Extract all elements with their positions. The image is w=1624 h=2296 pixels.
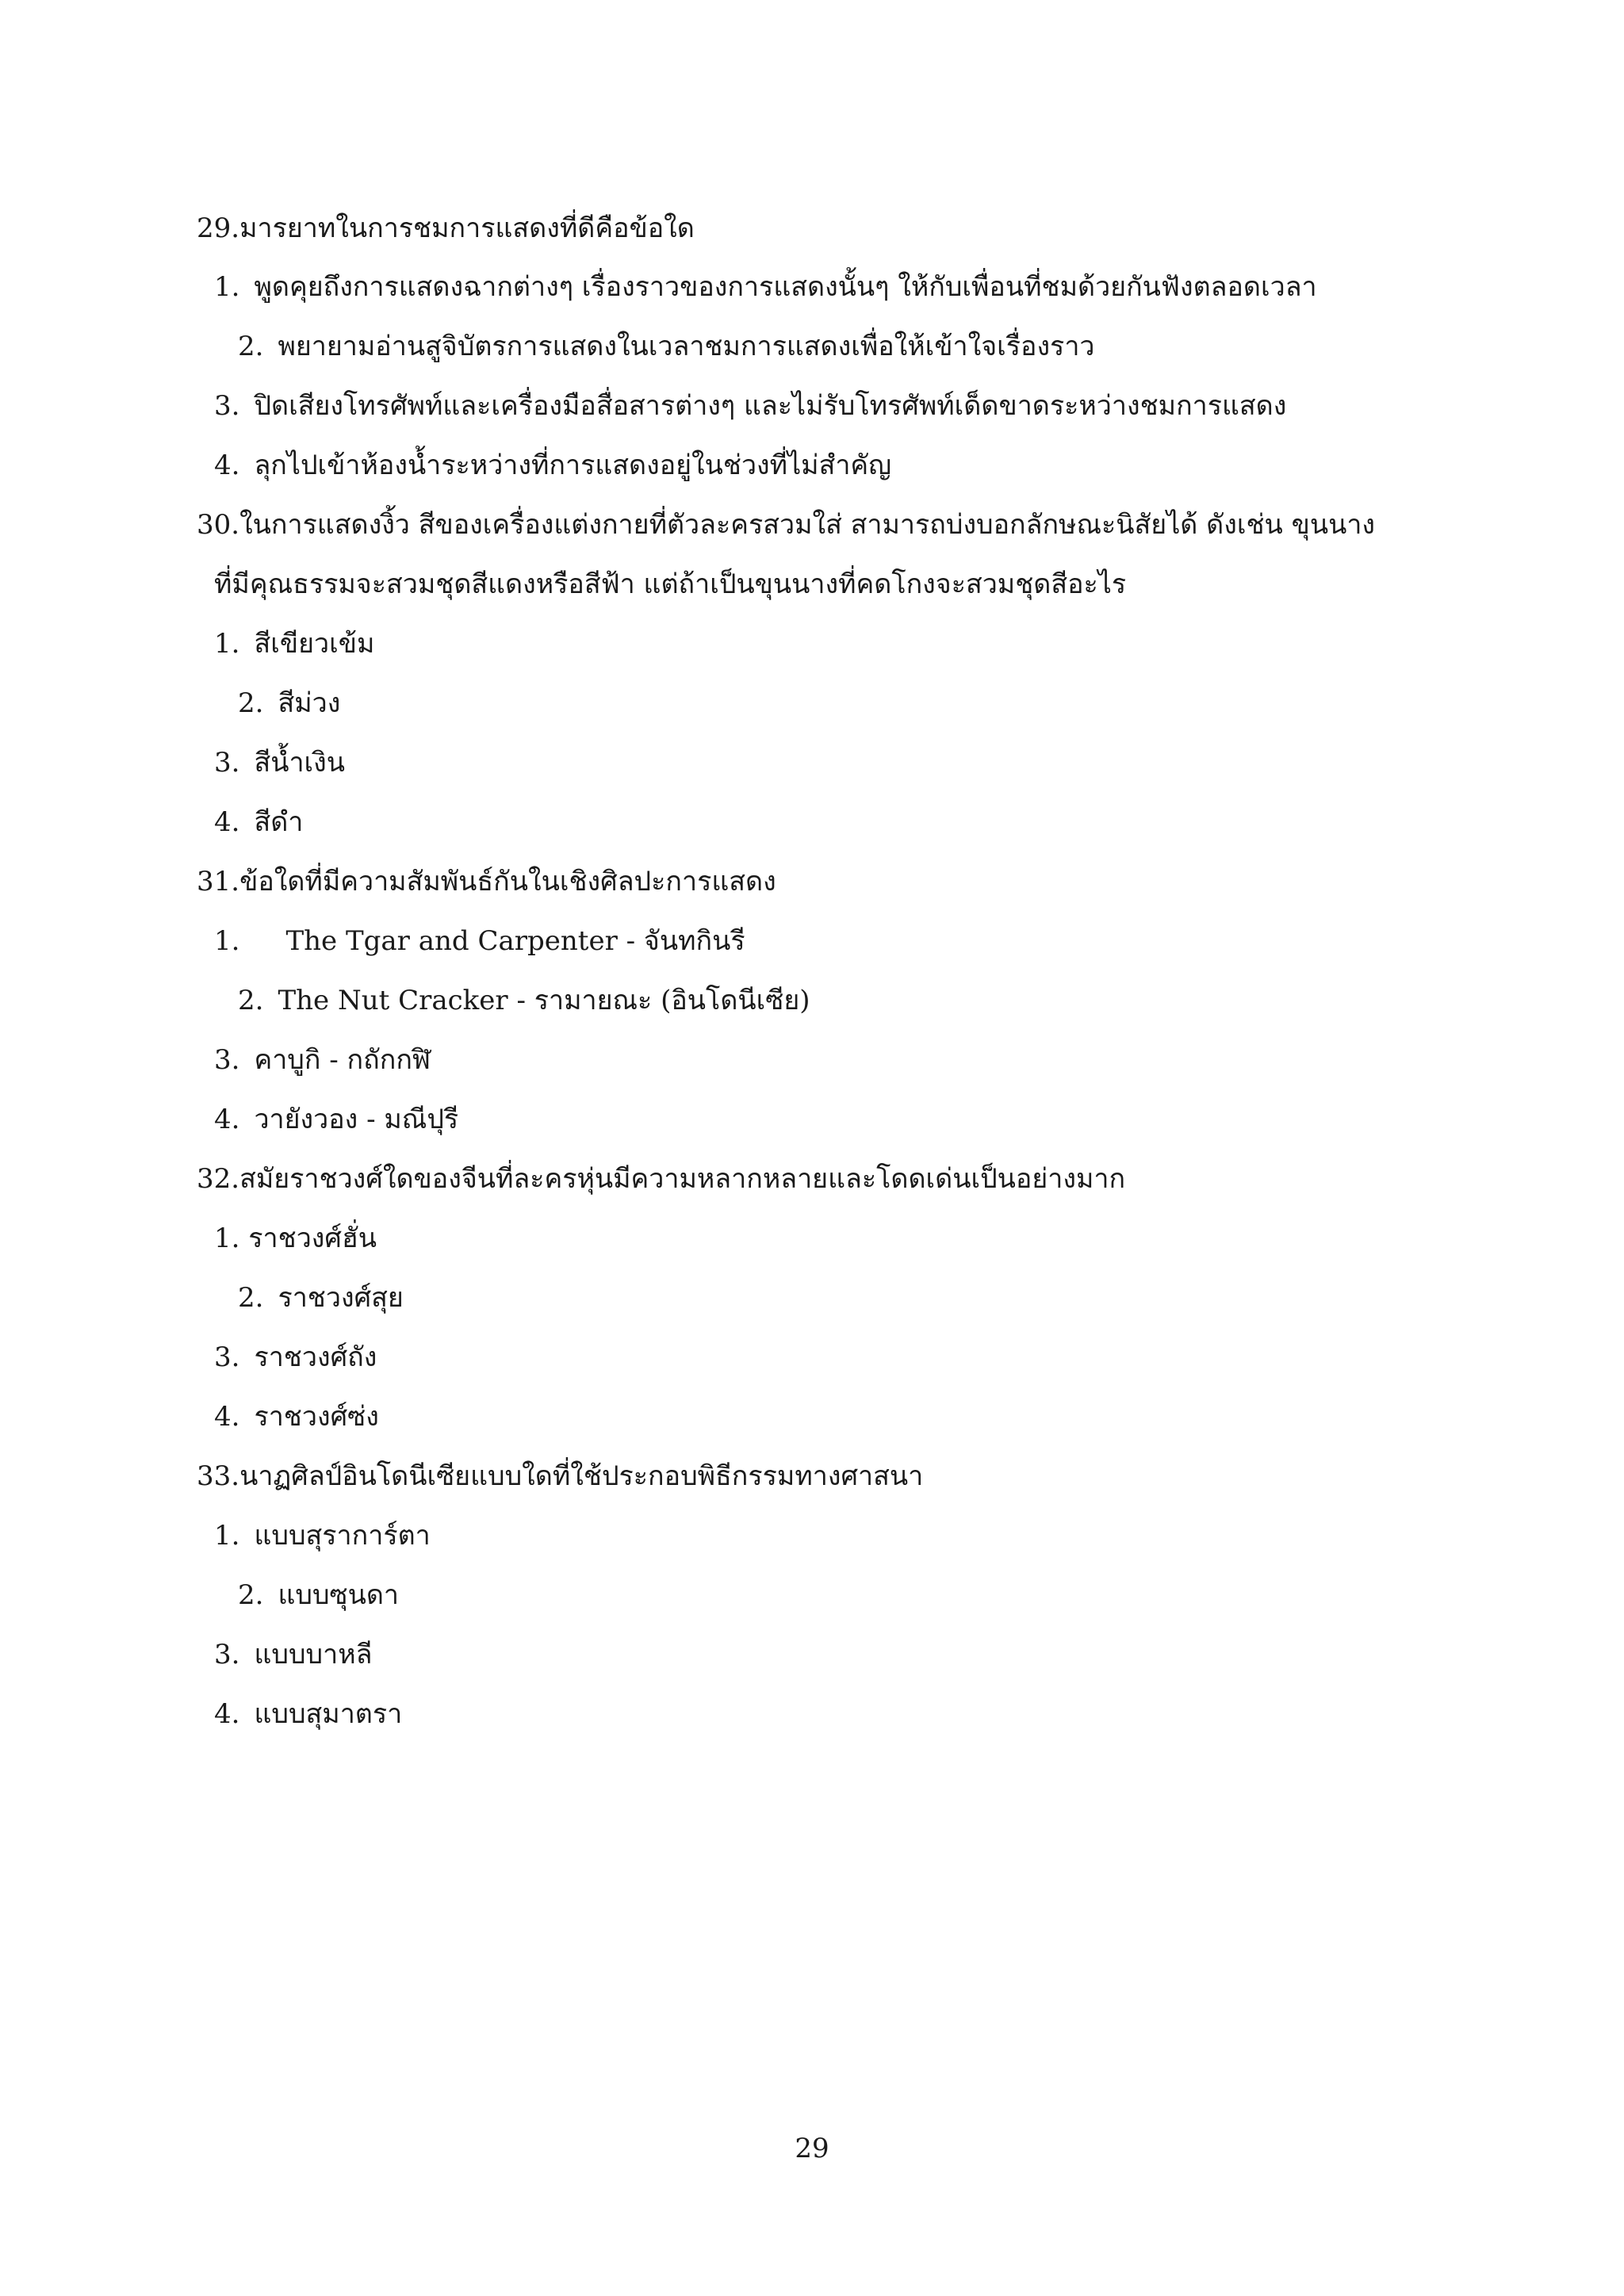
option-number: 3. (214, 390, 240, 422)
option-29-3 (214, 388, 1286, 423)
option-number: 2. (238, 985, 264, 1016)
option-number: 1. (214, 925, 240, 957)
option-number: 4. (214, 806, 240, 838)
option-number: 3. (214, 1639, 240, 1670)
option-text: แบบสุมาตรา (254, 1698, 403, 1730)
option-number: 1. (214, 1520, 240, 1552)
question-30 (197, 507, 1375, 542)
option-text: ราชวงศ์สุย (278, 1282, 404, 1314)
question-text: นาฏศิลป์อินโดนีเซียแบบใดที่ใช้ประกอบพิธีกรรมทางศาสนา (239, 1460, 924, 1492)
option-number: 2. (238, 331, 264, 362)
option-29-2 (238, 329, 1095, 364)
question-number: 31. (197, 866, 240, 897)
option-32-1 (214, 1221, 377, 1256)
question-text: สมัยราชวงศ์ใดของจีนที่ละครหุ่นมีความหลากหลายและโดดเด่นเป็นอย่างมาก (239, 1163, 1126, 1195)
option-33-3 (214, 1637, 372, 1672)
option-number: 2. (238, 1282, 264, 1314)
question-text: ในการแสดงงิ้ว สีของเครื่องแต่งกายที่ตัวละครสวมใส่ สามารถบ่งบอกลักษณะนิสัยได้ ดังเช่น ขุนนาง (239, 509, 1376, 541)
question-number: 32. (197, 1163, 240, 1195)
option-text: แบบสุราการ์ตา (254, 1520, 431, 1552)
option-31-2 (238, 983, 810, 1018)
question-text-continued: ที่มีคุณธรรมจะสวมชุดสีแดงหรือสีฟ้า แต่ถ้าเป็นขุนนางที่คดโกงจะสวมชุดสีอะไร (214, 568, 1127, 600)
option-30-4 (214, 805, 303, 840)
page-number: 29 (795, 2133, 829, 2164)
option-number: 4. (214, 1698, 240, 1730)
option-30-1 (214, 626, 374, 661)
option-31-3 (214, 1043, 431, 1077)
question-29 (197, 211, 695, 246)
option-text: คาบูกิ - กถักกฬิ (254, 1044, 431, 1076)
option-number: 3. (214, 747, 240, 779)
option-text: แบบบาหลี (254, 1639, 373, 1670)
option-text: สีดำ (254, 806, 304, 838)
question-number: 30. (197, 509, 240, 541)
question-text: มารยาทในการชมการแสดงที่ดีคือข้อใด (239, 212, 695, 244)
option-number: 3. (214, 1341, 240, 1373)
option-29-1 (214, 270, 1317, 304)
option-31-4 (214, 1102, 458, 1137)
option-text: พยายามอ่านสูจิบัตรการแสดงในเวลาชมการแสดงเพื่อให้เข้าใจเรื่องราว (278, 331, 1095, 362)
option-text: ราชวงศ์ซ่ง (254, 1401, 379, 1433)
option-32-2 (238, 1280, 404, 1315)
option-33-2 (238, 1578, 399, 1613)
question-number: 33. (197, 1460, 240, 1492)
option-number: 2. (238, 687, 264, 719)
option-text: สีเขียวเข้ม (254, 628, 375, 660)
option-text: ปิดเสียงโทรศัพท์และเครื่องมือสื่อสารต่างๆ และไม่รับโทรศัพท์เด็ดขาดระหว่างชมการแสดง (254, 390, 1287, 422)
question-number: 29. (197, 212, 240, 244)
option-text: พูดคุยถึงการแสดงฉากต่างๆ เรื่องราวของการแสดงนั้นๆ ให้กับเพื่อนที่ชมด้วยกันฟังตลอดเวลา (254, 271, 1317, 303)
option-text: The Tgar and Carpenter - จันทกินรี (285, 925, 745, 957)
option-number: 1. (214, 628, 240, 660)
question-30-continuation (214, 567, 1126, 602)
option-number: 2. (238, 1579, 264, 1611)
option-32-4 (214, 1399, 379, 1434)
option-number: 4. (214, 1104, 240, 1135)
question-32 (197, 1161, 1125, 1196)
question-text: ข้อใดที่มีความสัมพันธ์กันในเชิงศิลปะการแสดง (239, 866, 776, 897)
question-33 (197, 1459, 923, 1494)
option-number: 1. (214, 1223, 240, 1254)
option-number: 3. (214, 1044, 240, 1076)
option-text: ราชวงศ์ถัง (254, 1341, 377, 1373)
option-33-1 (214, 1518, 431, 1553)
option-30-2 (238, 686, 340, 721)
option-text: วายังวอง - มณีปุรี (254, 1104, 459, 1135)
option-32-3 (214, 1340, 377, 1375)
question-31 (197, 864, 776, 899)
option-number: 1. (214, 271, 240, 303)
option-text: สีม่วง (278, 687, 341, 719)
option-31-1 (214, 924, 745, 959)
option-29-4 (214, 448, 891, 483)
option-number: 4. (214, 1401, 240, 1433)
option-text: ลุกไปเข้าห้องน้ำระหว่างที่การแสดงอยู่ในช่วงที่ไม่สำคัญ (254, 450, 892, 481)
option-text: The Nut Cracker - รามายณะ (อินโดนีเซีย) (278, 985, 810, 1016)
option-text: สีน้ำเงิน (254, 747, 346, 779)
option-33-4 (214, 1697, 402, 1732)
option-text: แบบซุนดา (278, 1579, 400, 1611)
option-number: 4. (214, 450, 240, 481)
option-text: ราชวงศ์ฮั่น (248, 1223, 377, 1254)
option-30-3 (214, 745, 345, 780)
